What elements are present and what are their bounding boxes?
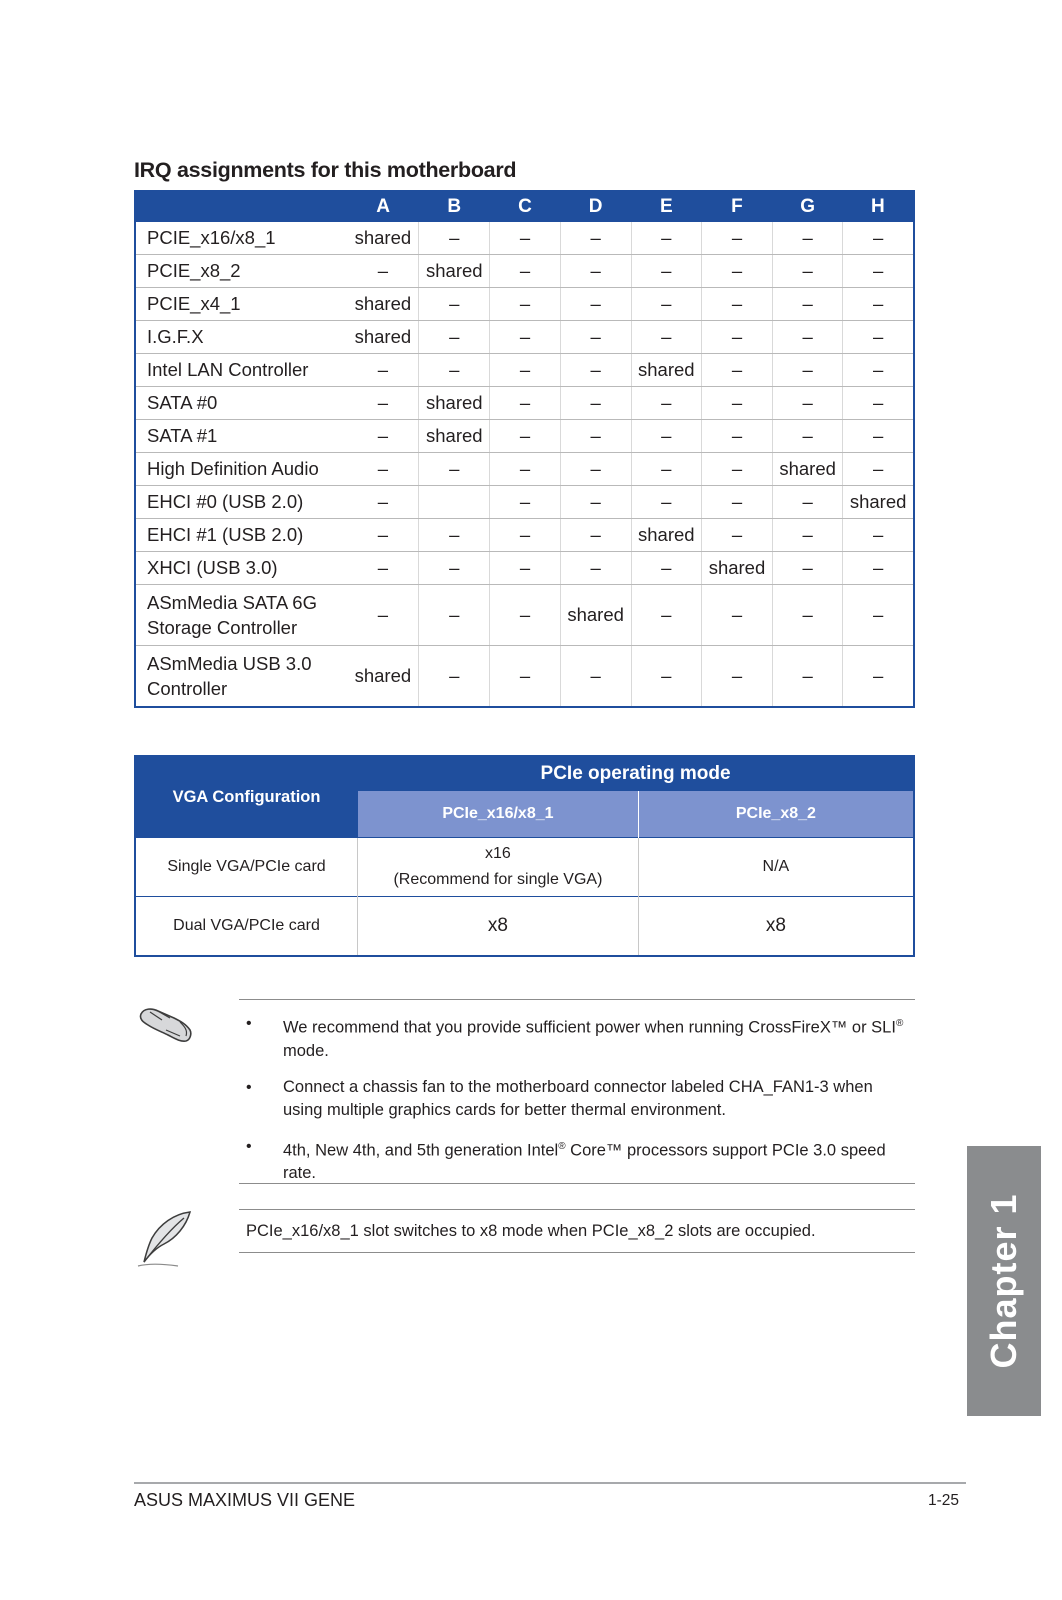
irq-device-name: PCIE_x8_2 [135,255,348,288]
irq-cell: – [490,354,560,387]
irq-cell: – [701,288,772,321]
irq-cell: – [773,486,843,519]
vga-slot1-value [358,838,639,897]
notes-top-rule [239,999,915,1000]
irq-device-name: Intel LAN Controller [135,354,348,387]
irq-cell [419,486,490,519]
irq-device-name: ASmMedia USB 3.0 Controller [147,653,312,699]
irq-cell: – [843,519,914,552]
irq-cell: – [560,321,631,354]
irq-cell: – [631,288,701,321]
irq-cell: – [419,288,490,321]
irq-cell: shared [560,585,631,646]
irq-cell: – [631,222,701,255]
irq-cell: shared [348,222,419,255]
irq-cell: – [560,420,631,453]
irq-cell: shared [419,387,490,420]
irq-cell: – [701,519,772,552]
irq-cell: – [701,585,772,646]
irq-header-blank [135,191,348,222]
irq-device-name: PCIE_x16/x8_1 [135,222,348,255]
irq-column-header: C [490,191,560,222]
irq-cell: – [631,585,701,646]
irq-cell: – [773,222,843,255]
irq-cell: – [773,420,843,453]
irq-cell: – [843,387,914,420]
irq-cell: – [773,519,843,552]
irq-row [135,585,914,646]
hand-pointing-icon [136,1000,196,1053]
note-item [246,1076,911,1122]
vga-slot2-value: x8 [638,897,914,957]
irq-cell: – [843,255,914,288]
irq-column-header: E [631,191,701,222]
irq-row [135,354,914,387]
irq-cell: shared [701,552,772,585]
irq-cell: – [490,486,560,519]
irq-cell: – [843,288,914,321]
irq-cell: – [843,354,914,387]
bullet: • [246,1137,252,1155]
irq-header-row [135,191,914,222]
irq-cell: – [701,646,772,708]
irq-cell: – [348,585,419,646]
irq-cell: shared [843,486,914,519]
irq-cell: – [631,552,701,585]
note-text: 4th, New 4th, and 5th generation Intel [283,1141,559,1159]
irq-cell: – [773,585,843,646]
irq-cell: – [348,486,419,519]
irq-cell: – [701,255,772,288]
irq-row [135,453,914,486]
irq-device-name: High Definition Audio [135,453,348,486]
irq-cell: – [560,552,631,585]
vga-row-label: Dual VGA/PCIe card [135,897,358,957]
footer-product-name: ASUS MAXIMUS VII GENE [134,1490,356,1510]
irq-cell: – [490,387,560,420]
irq-row [135,486,914,519]
irq-cell: – [560,646,631,708]
irq-cell: – [843,420,914,453]
footer-rule [134,1482,966,1484]
irq-row [135,288,914,321]
irq-cell: shared [773,453,843,486]
vga-slot2-value: N/A [638,838,914,897]
irq-cell: – [872,665,884,686]
note-text: Connect a chassis fan to the motherboard connector labeled CHA_FAN1-3 when using multiple graphics cards for better thermal environment. [283,1077,873,1119]
irq-device-name: SATA #1 [135,420,348,453]
irq-cell: – [348,255,419,288]
irq-cell: – [843,453,914,486]
vga-config-table [134,755,915,957]
irq-cell: shared [348,321,419,354]
irq-cell: – [560,288,631,321]
vga-slot1-note: (Recommend for single VGA) [393,871,603,888]
irq-cell: – [773,552,843,585]
irq-cell: – [631,321,701,354]
irq-cell: – [631,486,701,519]
irq-cell: – [773,354,843,387]
registered-mark: ® [895,1018,904,1029]
irq-row [135,420,914,453]
memo-text: PCIe_x16/x8_1 slot switches to x8 mode when PCIe_x8_2 slots are occupied. [246,1222,816,1240]
notes-list [246,1012,911,1185]
irq-cell: – [490,552,560,585]
irq-cell: – [560,255,631,288]
irq-cell: – [560,486,631,519]
slot1-header: PCIe_x16/x8_1 [358,791,639,838]
note-item [246,1135,911,1186]
irq-column-header: F [701,191,772,222]
irq-cell: – [773,321,843,354]
vga-row-dual [135,897,914,957]
chapter-label: Chapter 1 [983,1193,1024,1369]
irq-cell: shared [631,519,701,552]
irq-cell: – [843,585,914,646]
irq-cell: – [701,387,772,420]
note-text: We recommend that you provide sufficient power when running CrossFireX™ or SLI [283,1018,896,1037]
irq-cell: – [631,387,701,420]
irq-cell: – [773,288,843,321]
irq-column-header: A [348,191,419,222]
irq-cell: – [490,255,560,288]
irq-column-header: D [560,191,631,222]
irq-cell: – [701,486,772,519]
irq-cell: – [701,420,772,453]
irq-cell: – [419,519,490,552]
irq-row [135,387,914,420]
note-text-tail: Core™ processors support PCIe 3.0 speed rate. [283,1141,886,1182]
irq-device-name: XHCI (USB 3.0) [135,552,348,585]
irq-row [135,552,914,585]
irq-row [135,646,914,708]
irq-cell: – [419,453,490,486]
slot2-header: PCIe_x8_2 [638,791,914,838]
pcie-mode-header: PCIe operating mode [358,756,914,791]
memo-bottom-rule [239,1252,915,1253]
irq-cell: shared [419,420,490,453]
irq-cell: – [490,420,560,453]
irq-cell: – [560,519,631,552]
irq-cell: – [843,552,914,585]
irq-cell: – [631,453,701,486]
irq-cell: – [348,552,419,585]
irq-row [135,255,914,288]
vga-config-header: VGA Configuration [135,756,358,838]
irq-cell: – [490,646,560,708]
irq-device-name: I.G.F.X [135,321,348,354]
irq-cell: – [843,222,914,255]
irq-cell: – [773,387,843,420]
irq-section-title: IRQ assignments for this motherboard [134,158,517,182]
irq-cell: shared [348,288,419,321]
irq-cell: – [419,354,490,387]
irq-cell: – [490,585,560,646]
irq-cell: – [419,585,490,646]
irq-cell: – [560,453,631,486]
irq-cell: – [560,387,631,420]
vga-row-label: Single VGA/PCIe card [135,838,358,897]
footer-page-number: 1-25 [928,1492,960,1509]
irq-table [134,190,915,708]
irq-cell: shared [419,255,490,288]
vga-row-single [135,838,914,897]
irq-device-name: EHCI #0 (USB 2.0) [135,486,348,519]
irq-device-name: SATA #0 [135,387,348,420]
irq-cell: – [631,255,701,288]
irq-cell: – [348,387,419,420]
irq-cell: – [773,255,843,288]
bullet: • [246,1078,252,1096]
chapter-tab [967,1146,1041,1416]
irq-cell: – [419,222,490,255]
irq-row [135,321,914,354]
irq-cell: – [560,222,631,255]
feather-quill-icon [134,1208,196,1275]
irq-cell: – [490,519,560,552]
irq-cell: – [419,552,490,585]
irq-cell: – [490,288,560,321]
irq-device-name: PCIE_x4_1 [135,288,348,321]
irq-device-name: ASmMedia SATA 6G Storage Controller [135,585,348,646]
irq-device-name: EHCI #1 (USB 2.0) [135,519,348,552]
irq-row [135,519,914,552]
irq-cell: – [419,646,490,708]
note-text-tail: mode. [283,1041,329,1060]
irq-cell: shared [631,354,701,387]
irq-cell: – [348,420,419,453]
registered-mark: ® [558,1140,566,1152]
bullet: • [246,1015,252,1032]
irq-cell: – [701,222,772,255]
irq-cell: – [348,354,419,387]
notes-bottom-rule [239,1183,915,1184]
irq-row [135,222,914,255]
irq-cell: – [348,453,419,486]
irq-column-header: B [419,191,490,222]
irq-column-header: G [773,191,843,222]
irq-cell: – [701,321,772,354]
irq-cell: – [701,354,772,387]
irq-cell: – [490,222,560,255]
irq-cell: – [490,321,560,354]
memo-top-rule [239,1209,915,1210]
irq-cell: – [560,354,631,387]
irq-cell: – [490,453,560,486]
irq-cell: – [419,321,490,354]
irq-cell: – [631,646,701,708]
irq-column-header: H [843,191,914,222]
vga-slot1-main: x16 [485,845,511,862]
note-item [246,1012,911,1063]
irq-cell: shared [348,646,419,708]
irq-cell: – [843,321,914,354]
irq-cell: – [631,420,701,453]
irq-cell: – [348,519,419,552]
vga-slot1-value: x8 [358,897,639,957]
irq-cell: – [773,646,843,708]
irq-cell: – [701,453,772,486]
